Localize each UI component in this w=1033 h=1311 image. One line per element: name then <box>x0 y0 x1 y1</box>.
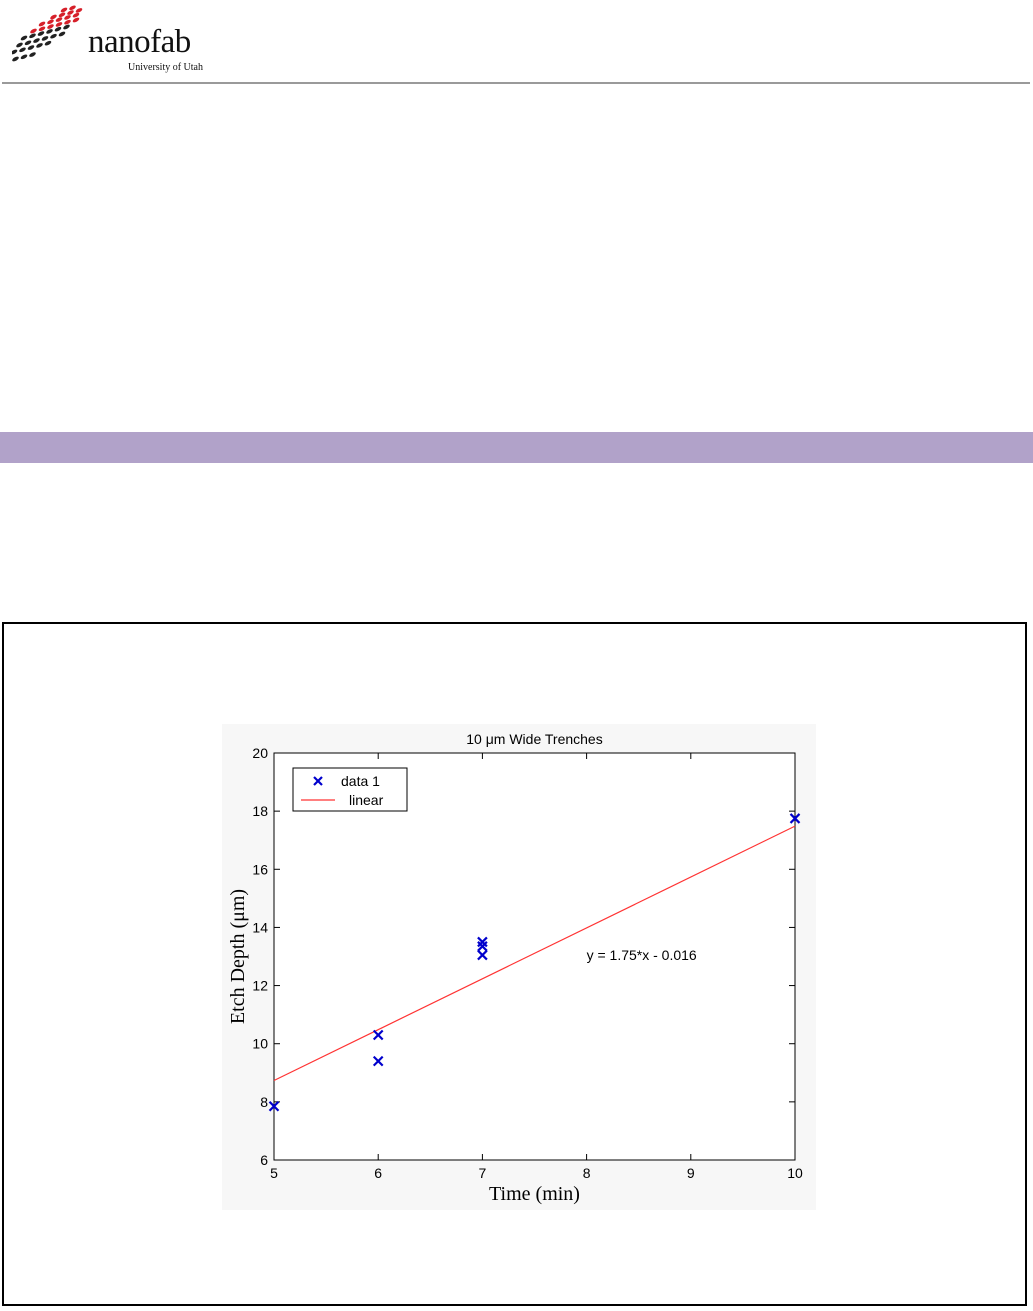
logo-wordmark: nanofab <box>88 24 191 60</box>
x-tick-label: 8 <box>582 1165 591 1181</box>
fit-equation-annotation: y = 1.75*x - 0.016 <box>586 947 697 964</box>
x-tick-label: 9 <box>686 1165 695 1181</box>
y-tick-label: 14 <box>252 919 268 936</box>
y-tick-label: 12 <box>252 977 268 994</box>
plot-area <box>274 753 795 1160</box>
chart-title: 10 μm Wide Trenches <box>466 731 603 747</box>
legend-label-data: data 1 <box>341 773 380 789</box>
y-tick-label: 16 <box>252 861 268 878</box>
y-tick-label: 10 <box>252 1035 268 1052</box>
x-axis-label: Time (min) <box>489 1183 580 1205</box>
x-tick-label: 10 <box>787 1165 803 1181</box>
logo-subtitle: University of Utah <box>128 62 203 73</box>
y-tick-label: 6 <box>260 1152 268 1168</box>
y-axis-label: Etch Depth (μm) <box>227 888 249 1025</box>
x-tick-label: 5 <box>270 1165 278 1181</box>
y-tick-label: 20 <box>252 745 268 761</box>
x-tick-label: 7 <box>478 1165 487 1181</box>
y-tick-label: 18 <box>252 803 268 820</box>
legend-label-linear: linear <box>349 792 384 808</box>
y-tick-label: 8 <box>260 1093 268 1110</box>
x-tick-label: 6 <box>374 1165 383 1181</box>
